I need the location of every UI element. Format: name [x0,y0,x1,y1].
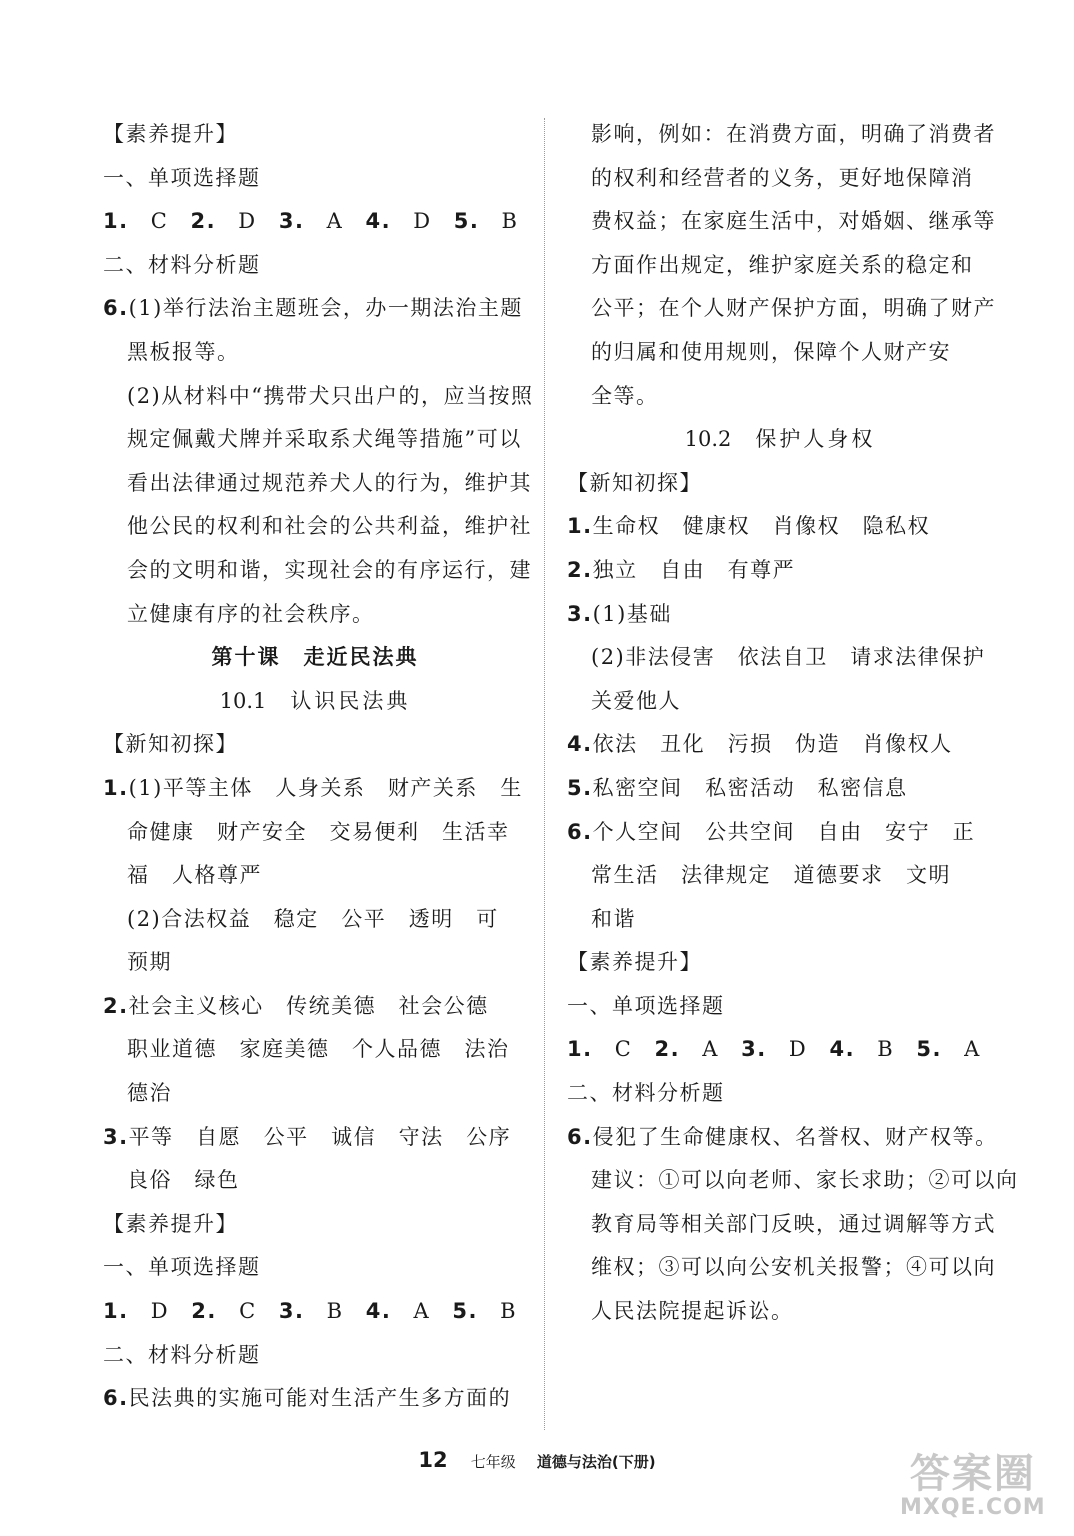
answer: A [391,1299,431,1324]
answer-line: 看出法律通过规范养犬人的行为，维护其 [127,470,532,495]
q-num: 6. [103,296,129,321]
answer-line: (1)举行法治主题班会，办一期法治主题 [128,296,523,321]
answer: D [391,209,432,234]
answer-line: 和谐 [591,906,636,931]
q-num: 2. [654,1037,681,1062]
q-num: 6. [567,819,593,844]
q-num: 6. [103,1386,129,1411]
section-number: 10.2 [684,427,732,452]
answer-line: (1)平等主体 人身关系 财产关系 生 [128,775,523,800]
heading-suyang-tisheng: 【素养提升】 [103,122,238,146]
answer-row-single-choice [103,1290,527,1334]
answer-line: 黑板报等。 [127,339,240,364]
answer: B [479,209,519,234]
subheading-material-analysis: 二、材料分析题 [103,252,261,277]
q-num: 2. [567,557,593,582]
q-num: 5. [452,1299,478,1324]
q-num: 3. [741,1037,767,1062]
answer: B [477,1299,518,1324]
watermark-text: 答案圈 [909,1451,1036,1497]
q-num: 1. [103,209,129,234]
q-num: 1. [103,775,129,800]
answer-line: 规定佩戴犬牌并采取系犬绳等措施”可以 [127,427,522,452]
heading-xinzhi-chutan: 【新知初探】 [567,470,702,495]
answer: C [216,1299,257,1324]
grade-label: 七年级 [470,1453,516,1471]
answer-line: 预期 [127,950,172,975]
answer-row-single-choice [567,1028,993,1072]
q-num: 6. [567,1124,593,1149]
subheading-material-analysis: 二、材料分析题 [103,1342,261,1367]
q-num: 3. [278,209,305,234]
answer-line: 命健康 财产安全 交易便利 生活幸 [127,819,510,844]
subheading-material-analysis: 二、材料分析题 [567,1081,725,1106]
knowledge-item-1 [567,505,993,549]
knowledge-item-1 [103,767,527,985]
answer-line: 个人空间 公共空间 自由 安宁 正 [592,819,976,844]
answer-line: 教育局等相关部门反映，通过调解等方式 [591,1211,996,1236]
q-num: 4. [567,732,593,757]
knowledge-item-2 [103,985,527,1116]
answer-line: 的归属和使用规则，保障个人财产安 [591,339,951,364]
answer-line: 生命权 健康权 肖像权 隐私权 [592,514,931,539]
section-number: 10.1 [219,688,267,713]
question-6-answer [567,1116,1019,1334]
answer-line: 立健康有序的社会秩序。 [127,601,375,626]
answer-line: 独立 自由 有尊严 [592,557,796,582]
answer: D [766,1037,808,1062]
answer-line: 社会主义核心 传统美德 社会公德 [128,993,489,1018]
heading-suyang-tisheng: 【素养提升】 [567,950,702,975]
left-column [103,113,534,1421]
q-num: 3. [278,1299,305,1324]
section-name: 认识民法典 [290,688,411,713]
answer: A [304,209,344,234]
answer-line: 福 人格尊严 [127,863,262,888]
heading-suyang-tisheng: 【素养提升】 [103,1211,238,1236]
q-num: 4. [365,209,392,234]
section-title [567,418,993,462]
answer: D [216,209,257,234]
q-num: 3. [567,601,593,626]
q-num: 3. [103,1124,129,1149]
answer-row-single-choice [103,200,527,244]
answer-line: 人民法院提起诉讼。 [591,1299,794,1324]
answer-line: 建议：①可以向老师、家长求助；②可以向 [591,1168,1019,1193]
subheading-single-choice: 一、单项选择题 [103,1255,261,1280]
question-6-answer [103,1377,527,1421]
answer-line: 他公民的权利和社会的公共利益，维护社 [127,514,532,539]
answer-line: 全等。 [591,383,659,408]
q-num: 2. [191,1299,217,1324]
answer-line: 关爱他人 [591,688,681,713]
answer-line: 费权益；在家庭生活中，对婚姻、继承等 [591,209,996,234]
answer-line: 民法典的实施可能对生活产生多方面的 [128,1386,512,1411]
answer-line: 良俗 绿色 [127,1168,240,1193]
answer-line: 公平；在个人财产保护方面，明确了财产 [591,296,996,321]
page-number: 12 [418,1448,448,1472]
answer-line: 依法 丑化 污损 伪造 肖像权人 [592,732,953,757]
q-num: 4. [829,1037,856,1062]
q-num: 1. [567,1037,593,1062]
section-name: 保护人身权 [755,427,876,452]
answer-line: 影响，例如：在消费方面，明确了消费者 [591,122,996,146]
answer-line: 私密空间 私密活动 私密信息 [592,775,908,800]
answer-line: 常生活 法律规定 道德要求 文明 [591,863,951,888]
watermark-logo [900,1452,1046,1520]
answer-line: 方面作出规定，维护家庭关系的稳定和 [591,252,974,277]
section-title [103,680,527,724]
answer: A [941,1037,981,1062]
right-column [567,113,1019,1334]
subheading-single-choice: 一、单项选择题 [567,993,725,1018]
q-num: 5. [567,775,593,800]
answer-line: (1)基础 [592,601,672,626]
knowledge-item-6 [567,811,993,942]
answer-line: (2)从材料中“携带犬只出户的，应当按照 [127,383,534,408]
answer: C [128,209,169,234]
q-num: 2. [190,209,217,234]
subject-label: 道德与法治(下册) [536,1453,656,1471]
q-num: 5. [453,209,480,234]
answer: A [680,1037,719,1062]
knowledge-item-4 [567,723,993,767]
knowledge-item-2 [567,549,993,593]
q-num: 4. [365,1299,392,1324]
subheading-single-choice: 一、单项选择题 [103,165,261,190]
q-num: 5. [916,1037,942,1062]
answer: B [304,1299,344,1324]
answer: C [592,1037,633,1062]
answer-line: 会的文明和谐，实现社会的有序运行，建 [127,557,532,582]
answer-line: (2)非法侵害 依法自卫 请求法律保护 [591,645,986,670]
q-num: 1. [567,514,593,539]
answer-line: 平等 自愿 公平 诚信 守法 公序 [128,1124,512,1149]
answer-line: (2)合法权益 稳定 公平 透明 可 [127,906,499,931]
answer-line: 的权利和经营者的义务，更好地保障消 [591,165,974,190]
answer: D [128,1299,170,1324]
question-6-answer [103,287,534,636]
answer-line: 职业道德 家庭美德 个人品德 法治 [127,1037,510,1062]
knowledge-item-3 [567,593,993,724]
knowledge-item-5 [567,767,993,811]
q-num: 1. [103,1299,129,1324]
column-divider [544,118,545,1430]
answer: B [855,1037,895,1062]
question-6-continued [567,113,996,418]
answer-line: 维权；③可以向公安机关报警；④可以向 [591,1255,996,1280]
chapter-title: 第十课 走近民法典 [211,645,419,670]
answer-line: 德治 [127,1081,172,1106]
q-num: 2. [103,993,129,1018]
knowledge-item-3 [103,1116,527,1203]
heading-xinzhi-chutan: 【新知初探】 [103,732,238,757]
watermark-domain: MXQE.COM [900,1495,1046,1520]
answer-line: 侵犯了生命健康权、名誉权、财产权等。 [592,1124,998,1149]
